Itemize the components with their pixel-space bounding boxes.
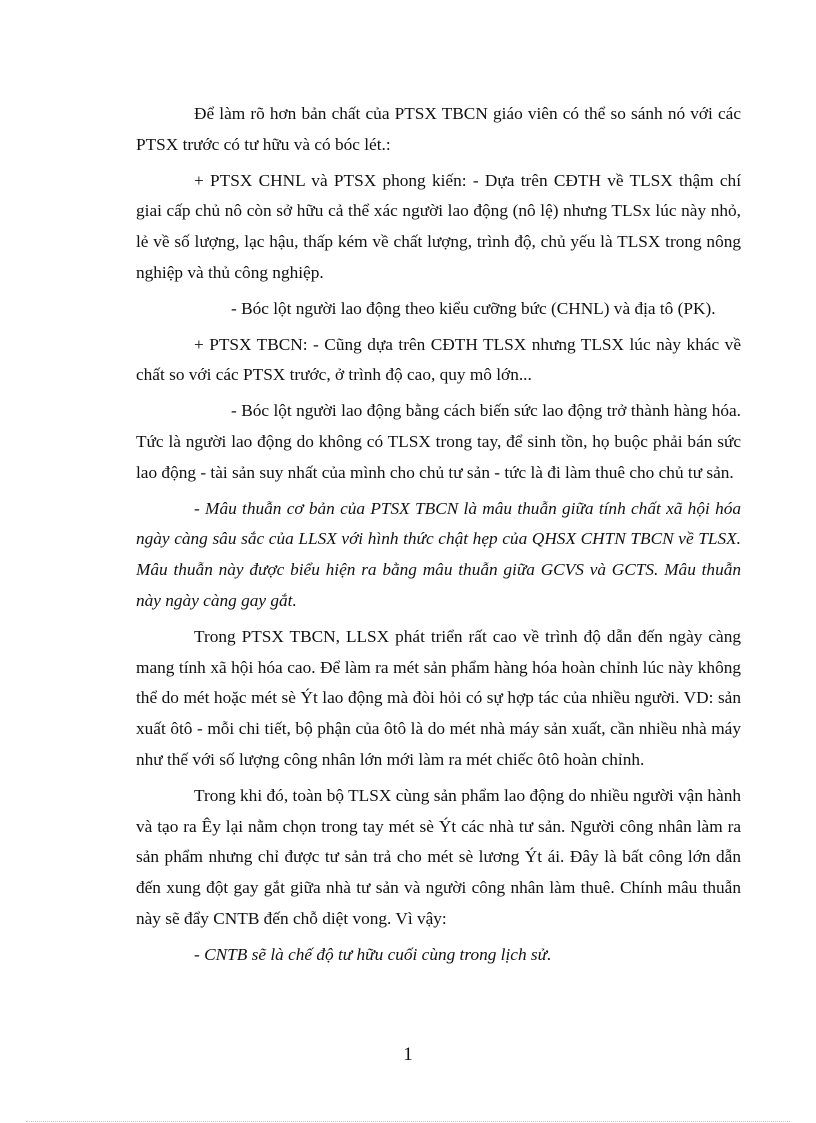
- document-body: [136, 99, 741, 976]
- slavery-feudal-paragraph: + PTSX CHNL và PTSX phong kiến: - Dựa trên CĐTH về TLSX thậm chí giai cấp chủ nô còn sở hữu cả thể xác người lao động (nô lệ) nhưng TLSx lúc này nhỏ, lẻ về số lượng, lạc hậu, thấp kém về chất lượng, trình độ, chủ yếu là TLSX trong nông nghiệp và thủ công nghiệp.: [136, 170, 741, 282]
- page-number: 1: [403, 1044, 413, 1065]
- ownership-paragraph: Trong khi đó, toàn bộ TLSX cùng sản phẩm lao động do nhiều người vận hành và tạo ra Êy lại nằm chọn trong tay mét sè Ýt các nhà tư sản. Người công nhân làm ra sản phẩm nhưng chỉ được tư sản trả cho mét sè lương Ýt ái. Đây là bất công lớn dẫn đến xung đột gay gắt giữa nhà tư sản và người công nhân làm thuê. Chính mâu thuẫn này sẽ đẩy CNTB đến chỗ diệt vong. Vì vậy:: [136, 785, 741, 928]
- footer-divider: [26, 1121, 790, 1122]
- capitalist-mode-paragraph: + PTSX TBCN: - Cũng dựa trên CĐTH TLSX nhưng TLSX lúc này khác về chất so với các PTSX trước, ở trình độ cao, quy mô lớn...: [136, 334, 741, 385]
- contradiction-paragraph: - Mâu thuẫn cơ bản của PTSX TBCN là mâu thuẫn giữa tính chất xã hội hóa ngày càng sâu sắc của LLSX với hình thức chật hẹp của QHSX CHTN TBCN về TLSX. Mâu thuẫn này được biểu hiện ra bằng mâu thuẫn giữa GCVS và GCTS. Mâu thuẫn này ngày càng gay gắt.: [136, 498, 741, 610]
- conclusion-paragraph: - CNTB sẽ là chế độ tư hữu cuối cùng trong lịch sử.: [194, 944, 552, 964]
- feudal-exploitation-paragraph: - Bóc lột người lao động theo kiểu cưỡng bức (CHNL) và địa tô (PK).: [231, 298, 716, 318]
- socialization-paragraph: Trong PTSX TBCN, LLSX phát triển rất cao về trình độ dẫn đến ngày càng mang tính xã hội hóa cao. Để làm ra mét sản phẩm hàng hóa hoàn chỉnh lúc này không thể do mét hoặc mét sè Ýt lao động mà đòi hỏi có sự hợp tác của nhiều người. VD: sản xuất ôtô - mỗi chi tiết, bộ phận của ôtô là do mét nhà máy sản xuất, cần nhiều nhà máy như thế với số lượng công nhân lớn mới làm ra mét chiếc ôtô hoàn chỉnh.: [136, 626, 741, 769]
- intro-paragraph: Để làm rõ hơn bản chất của PTSX TBCN giáo viên có thể so sánh nó với các PTSX trước có tư hữu và có bóc lét.:: [136, 104, 741, 154]
- capitalist-exploitation-paragraph: - Bóc lột người lao động bằng cách biến sức lao động trở thành hàng hóa. Tức là người lao động do không có TLSX trong tay, để sinh tồn, họ buộc phải bán sức lao động - tài sản suy nhất của mình cho chủ tư sản - tức là đi làm thuê cho chủ tư sản.: [136, 401, 741, 482]
